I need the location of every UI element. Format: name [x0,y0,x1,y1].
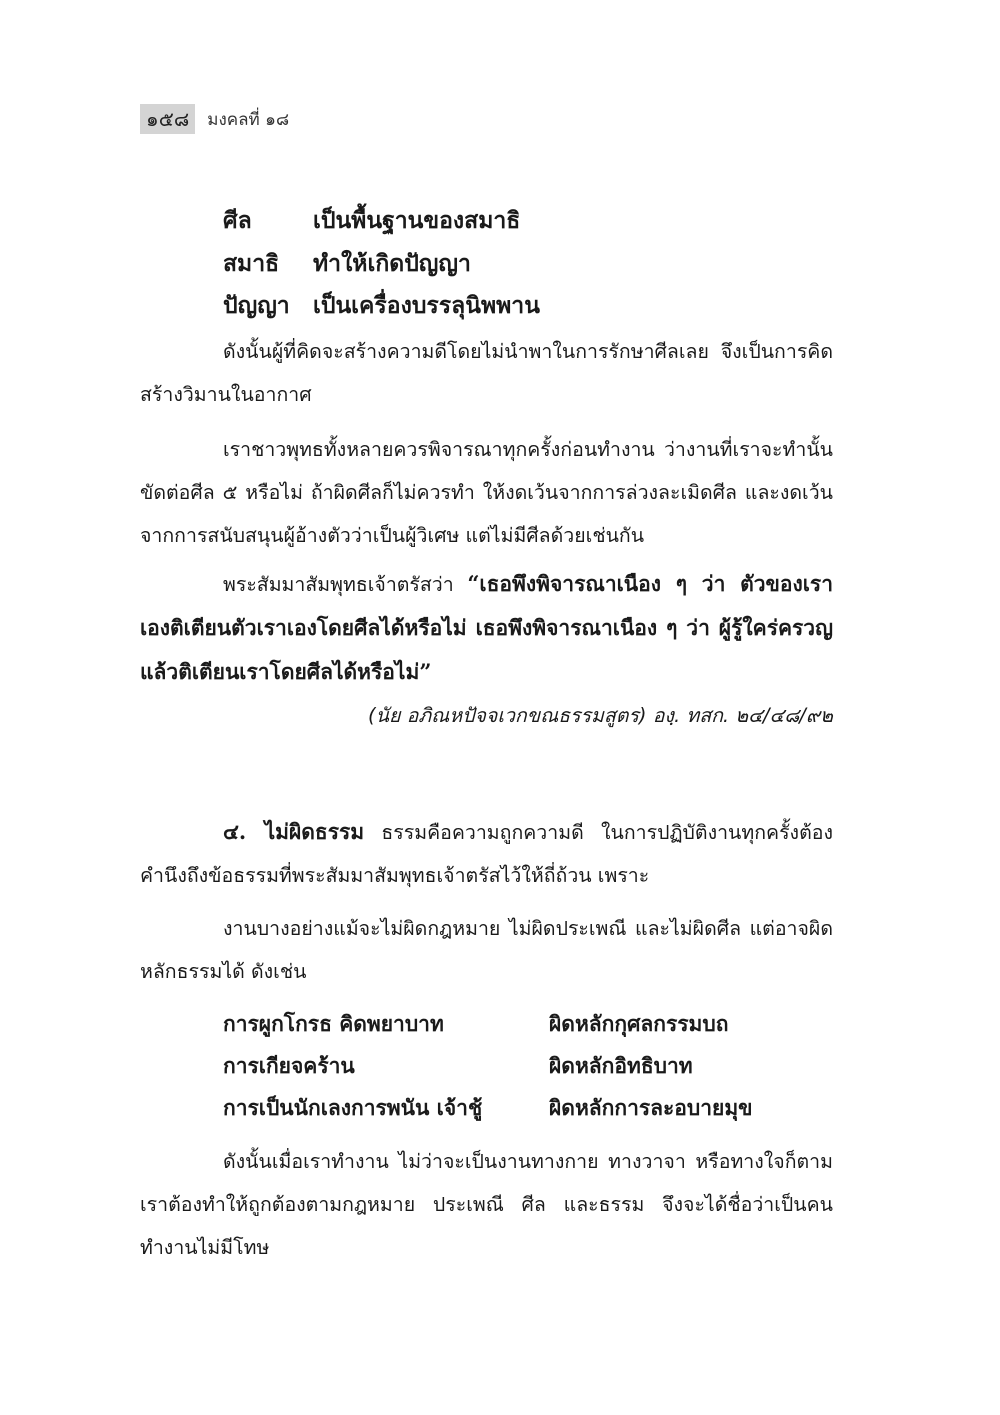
paragraph-2: เราชาวพุทธทั้งหลายควรพิจารณาทุกครั้งก่อนทำงาน ว่างานที่เราจะทำนั้นขัดต่อศีล ๕ หรือไม่ ถ้าผิดศีลก็ไม่ควรทำ ให้งดเว้นจากการล่วงละเมิดศีล และงดเว้นจากการสนับสนุนผู้อ้างตัวว่าเป็นผู้วิเศษ แต่ไม่มีศีลด้วยเช่นกัน [140,438,833,547]
chapter-title: มงคลที่ ๑๘ [207,109,290,130]
verse-line [223,203,520,239]
paragraph-3 [140,562,833,694]
section-4-paragraph [140,810,833,897]
quote-intro: พระสัมมาสัมพุทธเจ้าตรัสว่า [223,573,468,596]
paragraph-5: งานบางอย่างแม้จะไม่ผิดกฎหมาย ไม่ผิดประเพณี และไม่ผิดศีล แต่อาจผิดหลักธรรมได้ ดังเช่น [140,917,833,983]
verse-line [223,288,540,324]
example-row [223,1045,753,1087]
paragraph-1: ดังนั้นผู้ที่คิดจะสร้างความดีโดยไม่นำพาในการรักษาศีลเลย จึงเป็นการคิดสร้างวิมานในอากาศ [140,340,833,406]
example-action: การเป็นนักเลงการพนัน เจ้าชู้ [223,1094,483,1120]
examples-table [223,1003,753,1129]
example-action: การเกียจคร้าน [223,1052,355,1078]
example-violation: ผิดหลักการละอบายมุข [549,1094,753,1120]
page-number: ๑๕๘ [140,104,195,134]
verse-text: ทำให้เกิดปัญญา [313,250,471,277]
example-row [223,1003,753,1045]
example-action: การผูกโกรธ คิดพยาบาท [223,1010,444,1036]
example-violation: ผิดหลักกุศลกรรมบถ [549,1010,729,1036]
citation-reference: (นัย อภิณหปัจจเวกขณธรรมสูตร) องฺ. ทสก. ๒๔/๔๘/๙๒ [368,704,833,727]
verse-term: ศีล [223,207,252,234]
verse-line [223,246,471,282]
section-heading: ๔. ไม่ผิดธรรม [223,819,365,844]
buddha-quote: “เธอพึงพิจารณาเนือง ๆ ว่า ตัวของเราเองติเตียนตัวเราเองโดยศีลได้หรือไม่ เธอพึงพิจารณาเนือง ๆ ว่า ผู้รู้ใคร่ครวญแล้วติเตียนเราโดยศีลได้หรือไม่” [140,571,834,684]
verse-text: เป็นพื้นฐานของสมาธิ [313,207,521,234]
page-header [140,104,289,134]
paragraph-6: ดังนั้นเมื่อเราทำงาน ไม่ว่าจะเป็นงานทางกาย ทางวาจา หรือทางใจก็ตาม เราต้องทำให้ถูกต้องตามกฎหมาย ประเพณี ศีล และธรรม จึงจะได้ชื่อว่าเป็นคนทำงานไม่มีโทษ [140,1150,833,1259]
verse-term: ปัญญา [223,292,290,319]
example-row [223,1087,753,1129]
verse-term: สมาธิ [223,250,280,277]
example-violation: ผิดหลักอิทธิบาท [549,1052,693,1078]
section-text: ธรรมคือความถูกความดี ในการปฏิบัติงานทุกครั้งต้องคำนึงถึงข้อธรรมที่พระสัมมาสัมพุทธเจ้าตรัสไว้ให้ถี่ถ้วน เพราะ [140,821,833,887]
verse-text: เป็นเครื่องบรรลุนิพพาน [313,292,540,319]
